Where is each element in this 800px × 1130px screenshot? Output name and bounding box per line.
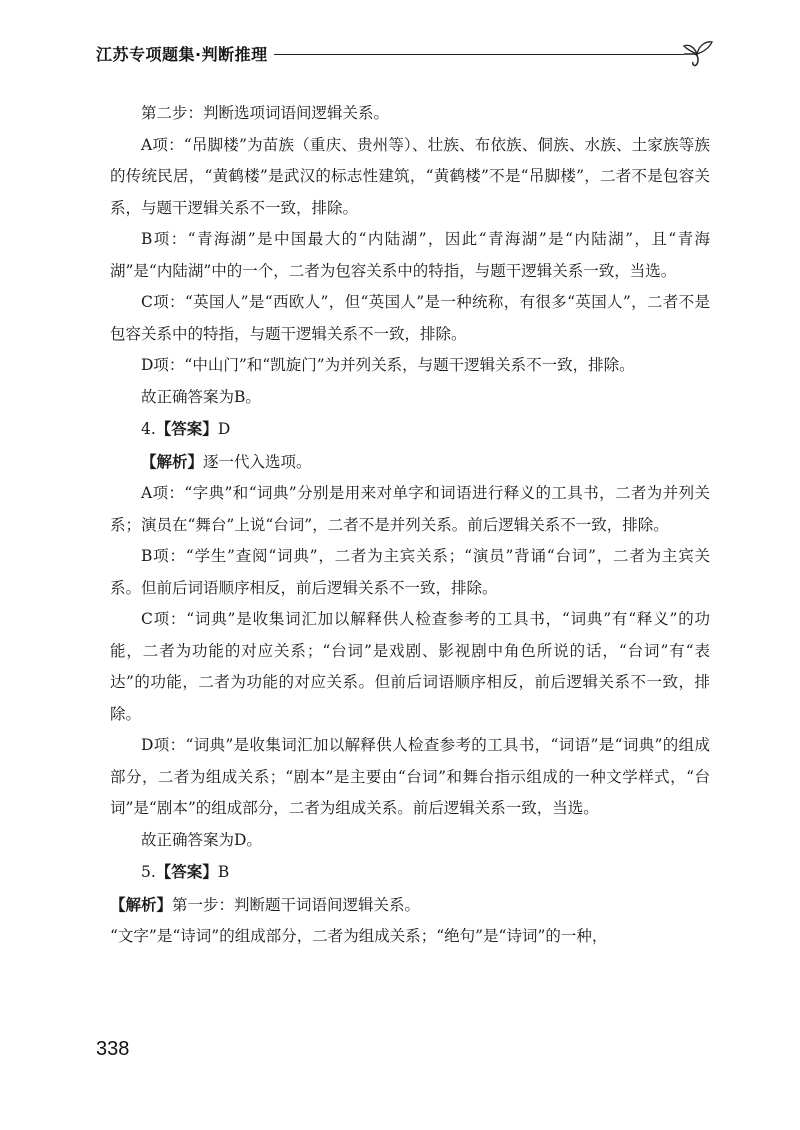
answer-value: B <box>217 863 230 881</box>
question-number: 4. <box>141 420 156 438</box>
option-a-paragraph: A项：“字典”和“词典”分别是用来对单字和词语进行释义的工具书，二者为并列关系；演员在“舞台”上说“台词”，二者不是并列关系。前后逻辑关系不一致，排除。 <box>110 484 710 534</box>
running-header <box>96 36 720 76</box>
analysis-line-5: 【解析】第一步：判断题干词语间逻辑关系。 <box>110 894 421 914</box>
analysis-label: 【解析】 <box>110 894 173 914</box>
analysis-line-4: 【解析】逐一代入选项。 <box>141 451 312 471</box>
body-paragraph: “文字”是“诗词”的组成部分，二者为组成关系；“绝句”是“诗词”的一种， <box>110 927 608 945</box>
step-two-heading: 第二步：判断选项词语间逻辑关系。 <box>141 104 390 122</box>
option-b-paragraph: B项：“青海湖”是中国最大的“内陆湖”，因此“青海湖”是“内陆湖”，且“青海湖”是“内陆湖”中的一个，二者为包容关系中的特指，与题干逻辑关系一致，当选。 <box>110 230 710 280</box>
analysis-label: 【解析】 <box>141 451 204 471</box>
sprout-icon <box>680 36 716 68</box>
page-body <box>110 98 710 953</box>
option-c-paragraph: C项：“词典”是收集词汇加以解释供人检查参考的工具书，“词典”有“释义”的功能，二者为功能的对应关系；“台词”是戏剧、影视剧中角色所说的话，“台词”有“表达”的功能，二者为功能的对应关系。但前后词语顺序相反，前后逻辑关系不一致，排除。 <box>110 610 710 723</box>
option-b-paragraph: B项：“学生”查阅“词典”，二者为主宾关系；“演员”背诵“台词”，二者为主宾关系。但前后词语顺序相反，前后逻辑关系不一致，排除。 <box>110 547 710 597</box>
header-rule <box>274 54 684 55</box>
option-a-paragraph: A项：“吊脚楼”为苗族（重庆、贵州等）、壮族、布依族、侗族、水族、土家族等族的传统民居，“黄鹤楼”是武汉的标志性建筑，“黄鹤楼”不是“吊脚楼”，二者不是包容关系，与题干逻辑关系不一致，排除。 <box>110 135 710 217</box>
answer-line-5 <box>110 856 710 889</box>
conclusion-paragraph: 故正确答案为D。 <box>141 830 262 849</box>
conclusion-paragraph: 故正确答案为B。 <box>141 387 261 406</box>
page-number: 338 <box>96 1038 130 1060</box>
option-c-paragraph: C项：“英国人”是“西欧人”，但“英国人”是一种统称，有很多“英国人”，二者不是包容关系中的特指，与题干逻辑关系不一致，排除。 <box>110 293 710 343</box>
option-d-paragraph: D项：“词典”是收集词汇加以解释供人检查参考的工具书，“词语”是“词典”的组成部分，二者为组成关系；“剧本”是主要由“台词”和舞台指示组成的一种文学样式，“台词”是“剧本”的组成部分，二者为组成关系。前后逻辑关系一致，当选。 <box>110 736 710 817</box>
answer-label: 【答案】 <box>155 862 218 881</box>
header-title: 江苏专项题集·判断推理 <box>96 45 268 64</box>
answer-line-4 <box>110 413 710 446</box>
option-d-paragraph: D项：“中山门”和“凯旋门”为并列关系，与题干逻辑关系不一致，排除。 <box>141 356 635 374</box>
answer-value: D <box>217 420 231 438</box>
question-number: 5. <box>141 863 156 881</box>
answer-label: 【答案】 <box>155 419 218 438</box>
